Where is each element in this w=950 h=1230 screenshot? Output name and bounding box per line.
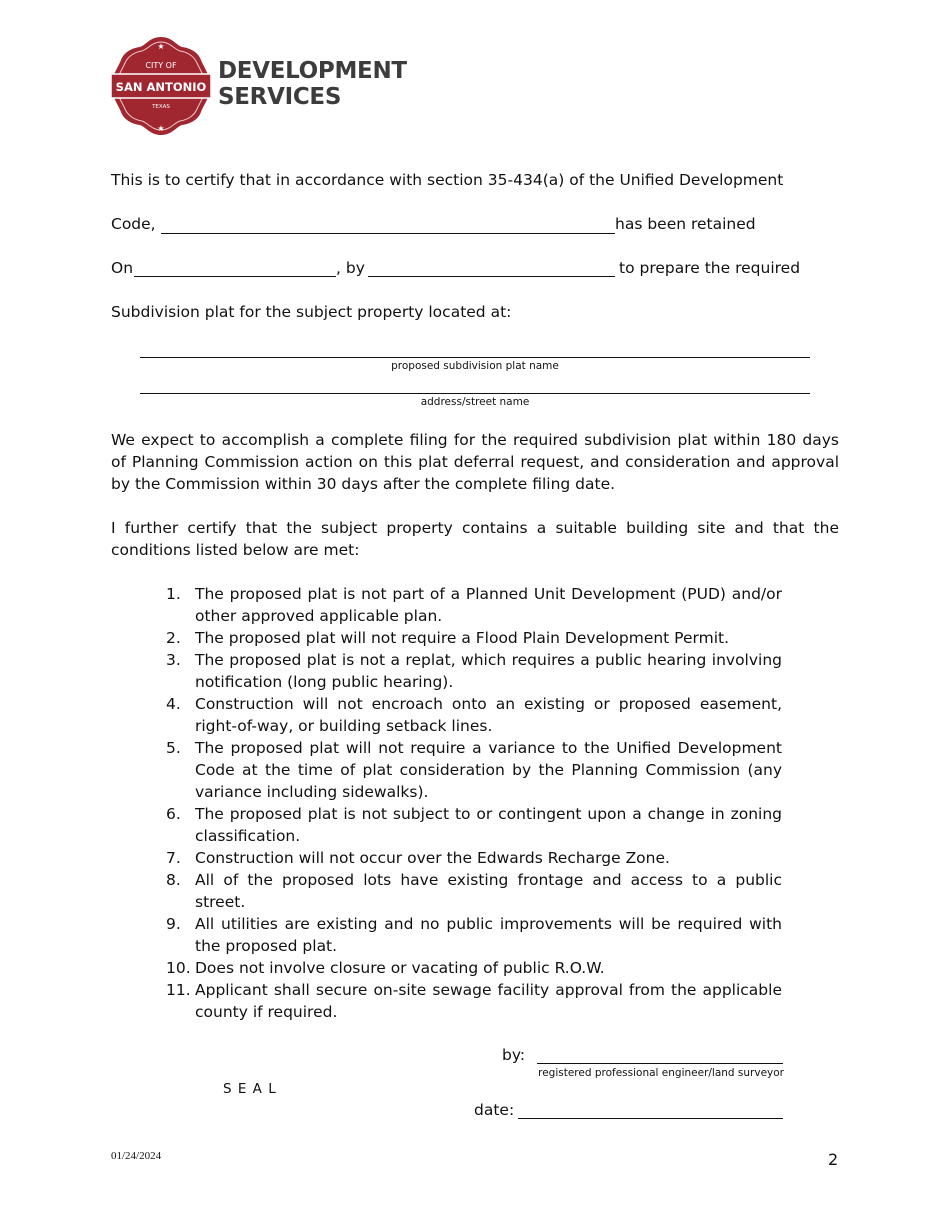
list-item-number: 9. (166, 915, 181, 933)
list-item-number: 8. (166, 871, 181, 889)
address-blank[interactable] (140, 393, 810, 394)
list-item-text: All utilities are existing and no public improvements will be required with the proposed plat. (195, 915, 782, 955)
seal-label: S E A L (223, 1081, 277, 1097)
code-blank[interactable] (161, 233, 615, 234)
svg-text:★: ★ (157, 42, 165, 51)
list-item (166, 649, 782, 693)
list-item (166, 957, 782, 979)
list-item (166, 583, 782, 627)
code-suffix: has been retained (615, 215, 756, 233)
list-item-number: 10. (166, 959, 191, 977)
signature-blank[interactable] (537, 1063, 783, 1064)
plat-name-caption: proposed subdivision plat name (391, 360, 559, 372)
list-item-text: The proposed plat will not require a variance to the Unified Development Code at the time of plat consideration by the Planning Commission (any variance including sidewalks). (195, 739, 782, 801)
logo-wordmark (218, 58, 407, 110)
by-name-blank[interactable] (368, 276, 615, 277)
list-item-number: 2. (166, 629, 181, 647)
conditions-list (166, 583, 782, 1023)
revision-date: 01/24/2024 (111, 1150, 162, 1162)
list-item-text: All of the proposed lots have existing frontage and access to a public street. (195, 871, 782, 911)
logo-line-2: SERVICES (218, 84, 342, 110)
list-item-number: 3. (166, 651, 181, 669)
list-item (166, 803, 782, 847)
expect-paragraph: We expect to accomplish a complete filing for the required subdivision plat within 180 days of Planning Commission action on this plat deferral request, and consideration and approval by the Commission within 30 days after the complete filing date. (111, 431, 839, 493)
list-item-number: 4. (166, 695, 181, 713)
by-label: by: (502, 1046, 526, 1064)
seal-main-text: SAN ANTONIO (115, 80, 207, 94)
city-seal-icon (110, 36, 212, 136)
list-item-number: 11. (166, 981, 191, 999)
signature-caption: registered professional engineer/land surveyor (538, 1067, 784, 1079)
list-item-number: 6. (166, 805, 181, 823)
list-item-number: 7. (166, 849, 181, 867)
date-blank[interactable] (518, 1118, 783, 1119)
list-item (166, 847, 782, 869)
date-label: date: (474, 1101, 515, 1119)
list-item-number: 5. (166, 739, 181, 757)
list-item (166, 627, 782, 649)
plat-name-blank[interactable] (140, 357, 810, 358)
by-text: , by (336, 259, 365, 277)
list-item-text: The proposed plat is not subject to or contingent upon a change in zoning classification. (195, 805, 782, 845)
list-item-text: Construction will not occur over the Edwards Recharge Zone. (195, 849, 670, 867)
address-caption: address/street name (420, 396, 530, 408)
list-item (166, 913, 782, 957)
seal-bottom-text: TEXAS (152, 104, 170, 110)
list-item-text: The proposed plat is not part of a Planned Unit Development (PUD) and/or other approved applicable plan. (195, 585, 782, 625)
prepare-suffix: to prepare the required (619, 259, 801, 277)
svg-text:★: ★ (157, 124, 165, 133)
list-item-number: 1. (166, 585, 181, 603)
code-prefix: Code, (111, 215, 156, 233)
seal-top-text: CITY OF (145, 61, 177, 70)
list-item (166, 693, 782, 737)
list-item-text: The proposed plat is not a replat, which requires a public hearing involving notification (long public hearing). (195, 651, 782, 691)
list-item-text: Does not involve closure or vacating of public R.O.W. (195, 959, 605, 977)
logo-line-1: DEVELOPMENT (218, 58, 407, 84)
list-item (166, 979, 782, 1023)
list-item-text: Applicant shall secure on-site sewage facility approval from the applicable county if required. (195, 981, 782, 1021)
list-item (166, 737, 782, 803)
further-paragraph: I further certify that the subject property contains a suitable building site and that the conditions listed below are met: (111, 519, 839, 559)
list-item (166, 869, 782, 913)
certify-line-4: Subdivision plat for the subject property located at: (111, 303, 512, 321)
on-prefix: On (111, 259, 134, 277)
page-number: 2 (828, 1150, 839, 1169)
certify-line-1: This is to certify that in accordance with section 35-434(a) of the Unified Development (111, 171, 784, 189)
list-item-text: The proposed plat will not require a Flood Plain Development Permit. (195, 629, 730, 647)
list-item-text: Construction will not encroach onto an existing or proposed easement, right-of-way, or building setback lines. (195, 695, 782, 735)
logo (110, 36, 407, 136)
on-date-blank[interactable] (134, 276, 336, 277)
